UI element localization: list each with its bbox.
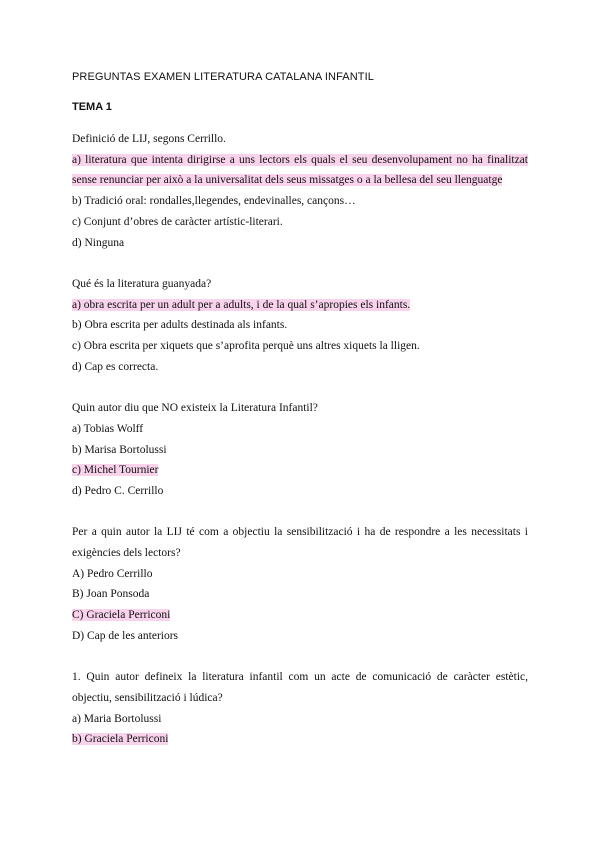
answer-option-correct: a) literatura que intenta dirigirse a uns lectors els quals el seu desenvolupament no ha finalitzat sense renunciar per això a la universalitat dels seus missatges o a la bellesa del seu llenguatge	[72, 153, 528, 187]
answer-option: c) Conjunt d’obres de caràcter artístic-literari.	[72, 215, 283, 228]
answer-option: A) Pedro Cerrillo	[72, 567, 153, 580]
question-text: Qué és la literatura guanyada?	[72, 277, 212, 290]
answer-option: b) Marisa Bortolussi	[72, 443, 167, 456]
answer-option-correct: b) Graciela Perriconi	[72, 733, 169, 746]
answer-option: c) Obra escrita per xiquets que s’aprofita perquè uns altres xiquets la lligen.	[72, 340, 420, 353]
answer-option: d) Ninguna	[72, 236, 125, 249]
answer-option: d) Pedro C. Cerrillo	[72, 484, 164, 497]
answer-option: a) Tobias Wolff	[72, 422, 144, 435]
answer-option: b) Obra escrita per adults destinada als infants.	[72, 319, 288, 332]
question-text: Definició de LIJ, segons Cerrillo.	[72, 133, 226, 145]
question-block	[72, 398, 528, 502]
answer-option: a) Maria Bortolussi	[72, 712, 162, 725]
question-text: Per a quin autor la LIJ té com a objectiu la sensibilització i ha de respondre a les necessitats i exigències dels lectors?	[72, 526, 528, 560]
answer-option: B) Joan Ponsoda	[72, 588, 150, 601]
answer-option-correct: a) obra escrita per un adult per a adults, i de la qual s’apropies els infants.	[72, 298, 411, 311]
questions-list	[72, 129, 528, 771]
answer-option-correct: c) Michel Tournier	[72, 464, 159, 477]
question-block	[72, 274, 528, 378]
question-block	[72, 667, 528, 750]
question-block	[72, 129, 528, 253]
answer-option: b) Tradició oral: rondalles,llegendes, endevinalles, cançons…	[72, 195, 356, 208]
section-title: TEMA 1	[72, 101, 112, 113]
answer-option-correct: C) Graciela Perriconi	[72, 609, 171, 622]
answer-option: d) Cap es correcta.	[72, 360, 159, 373]
question-block	[72, 522, 528, 646]
answer-option: D) Cap de les anteriors	[72, 629, 179, 642]
question-text: 1. Quin autor defineix la literatura infantil com un acte de comunicació de caràcter estètic, objectiu, sensibilització i lúdica?	[72, 671, 528, 704]
document-header: PREGUNTAS EXAMEN LITERATURA CATALANA INFANTIL	[72, 71, 374, 83]
question-text: Quin autor diu que NO existeix la Literatura Infantil?	[72, 402, 318, 415]
